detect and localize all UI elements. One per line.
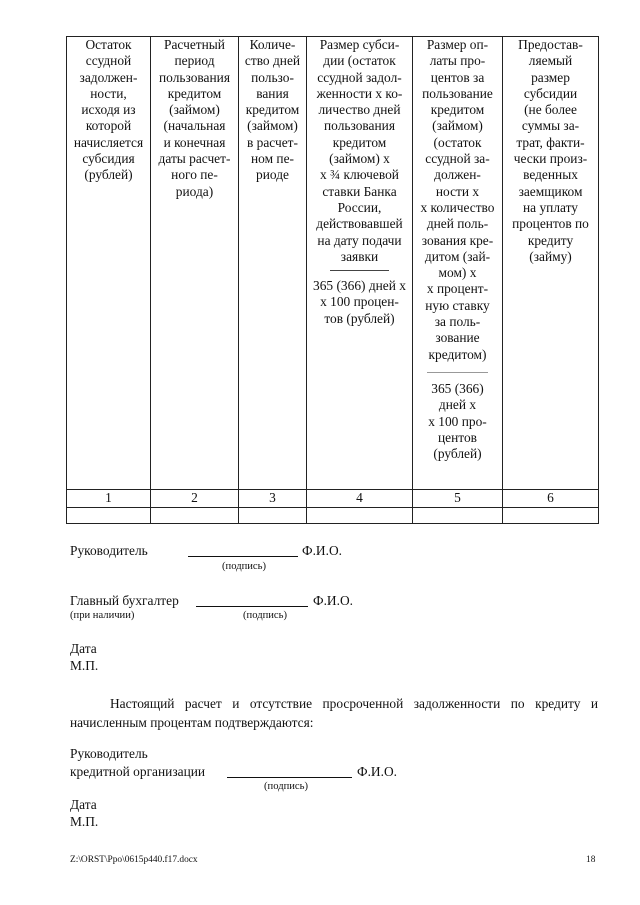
header-cell-4 — [307, 37, 413, 490]
empty-cell[interactable] — [307, 508, 413, 524]
empty-cell[interactable] — [413, 508, 503, 524]
page-number: 18 — [586, 855, 596, 865]
empty-cell[interactable] — [239, 508, 307, 524]
bank-head-label: Руководитель — [70, 746, 148, 761]
column-number: 6 — [503, 490, 599, 508]
col5-numerator: Размер оп- латы про- центов за пользование кредитом (займом) (остаток ссудной за- должен- ности х х количество дней поль- зования кре- дитом (зай- мом) х х процент- ную ставку за поль- зование кредитом) — [420, 37, 495, 362]
accountant-label: Главный бухгалтер — [70, 593, 179, 608]
header-cell-6: Предостав- ляемый размер субсидии (не более суммы за- трат, факти- чески произ- веденных заемщиком на уплату процентов по кредиту (займу) — [503, 37, 599, 490]
column-number: 3 — [239, 490, 307, 508]
bank-org-label: кредитной организации — [70, 764, 206, 779]
date-label: Дата — [70, 641, 97, 656]
bank-fio: Ф.И.О. — [357, 764, 397, 779]
header-cell-2: Расчетный период пользования кредитом (займом) (начальная и конечная даты расчет- ного пе- риода) — [151, 37, 239, 490]
confirmation-paragraph: Настоящий расчет и отсутствие просроченной задолженности по кредиту и начисленным процентам подтверждаются: — [70, 696, 598, 730]
empty-data-row — [67, 508, 599, 524]
head-signature-line[interactable] — [188, 556, 298, 557]
bank-date-label: Дата — [70, 797, 97, 812]
head-signature-hint: (подпись) — [222, 561, 266, 572]
subsidy-calculation-table — [66, 36, 599, 524]
column-number: 1 — [67, 490, 151, 508]
empty-cell[interactable] — [503, 508, 599, 524]
col4-denominator: 365 (366) дней х х 100 процен- тов (рублей) — [313, 278, 406, 326]
column-number: 5 — [413, 490, 503, 508]
empty-cell[interactable] — [67, 508, 151, 524]
accountant-signature-line[interactable] — [196, 606, 308, 607]
fraction-line — [330, 270, 389, 271]
if-any-note: (при наличии) — [70, 610, 135, 621]
accountant-fio: Ф.И.О. — [313, 593, 353, 608]
bank-stamp-label: М.П. — [70, 814, 99, 829]
head-fio: Ф.И.О. — [302, 543, 342, 558]
header-cell-3: Количе- ство дней пользо- вания кредитом (займом) в расчет- ном пе- риоде — [239, 37, 307, 490]
bank-signature-hint: (подпись) — [264, 781, 308, 792]
column-number-row — [67, 490, 599, 508]
accountant-signature-hint: (подпись) — [243, 610, 287, 621]
col5-denominator: 365 (366) дней х х 100 про- центов (рублей) — [428, 380, 487, 462]
empty-cell[interactable] — [151, 508, 239, 524]
file-path: Z:\ORST\Ppo\0615p440.f17.docx — [70, 855, 198, 865]
table-header-row — [67, 37, 599, 490]
header-cell-1: Остаток ссудной задолжен- ности, исходя из которой начисляется субсидия (рублей) — [67, 37, 151, 490]
column-number: 4 — [307, 490, 413, 508]
column-number: 2 — [151, 490, 239, 508]
head-label: Руководитель — [70, 543, 148, 558]
stamp-label: М.П. — [70, 658, 99, 673]
col4-numerator: Размер субси- дии (остаток ссудной задол- женности х ко- личество дней пользования кредитом (займом) х х ¾ ключевой ставки Банка России, действовавшей на дату подачи заявки — [316, 37, 403, 264]
fraction-line — [427, 372, 488, 373]
header-cell-5 — [413, 37, 503, 490]
bank-signature-line[interactable] — [227, 777, 352, 778]
